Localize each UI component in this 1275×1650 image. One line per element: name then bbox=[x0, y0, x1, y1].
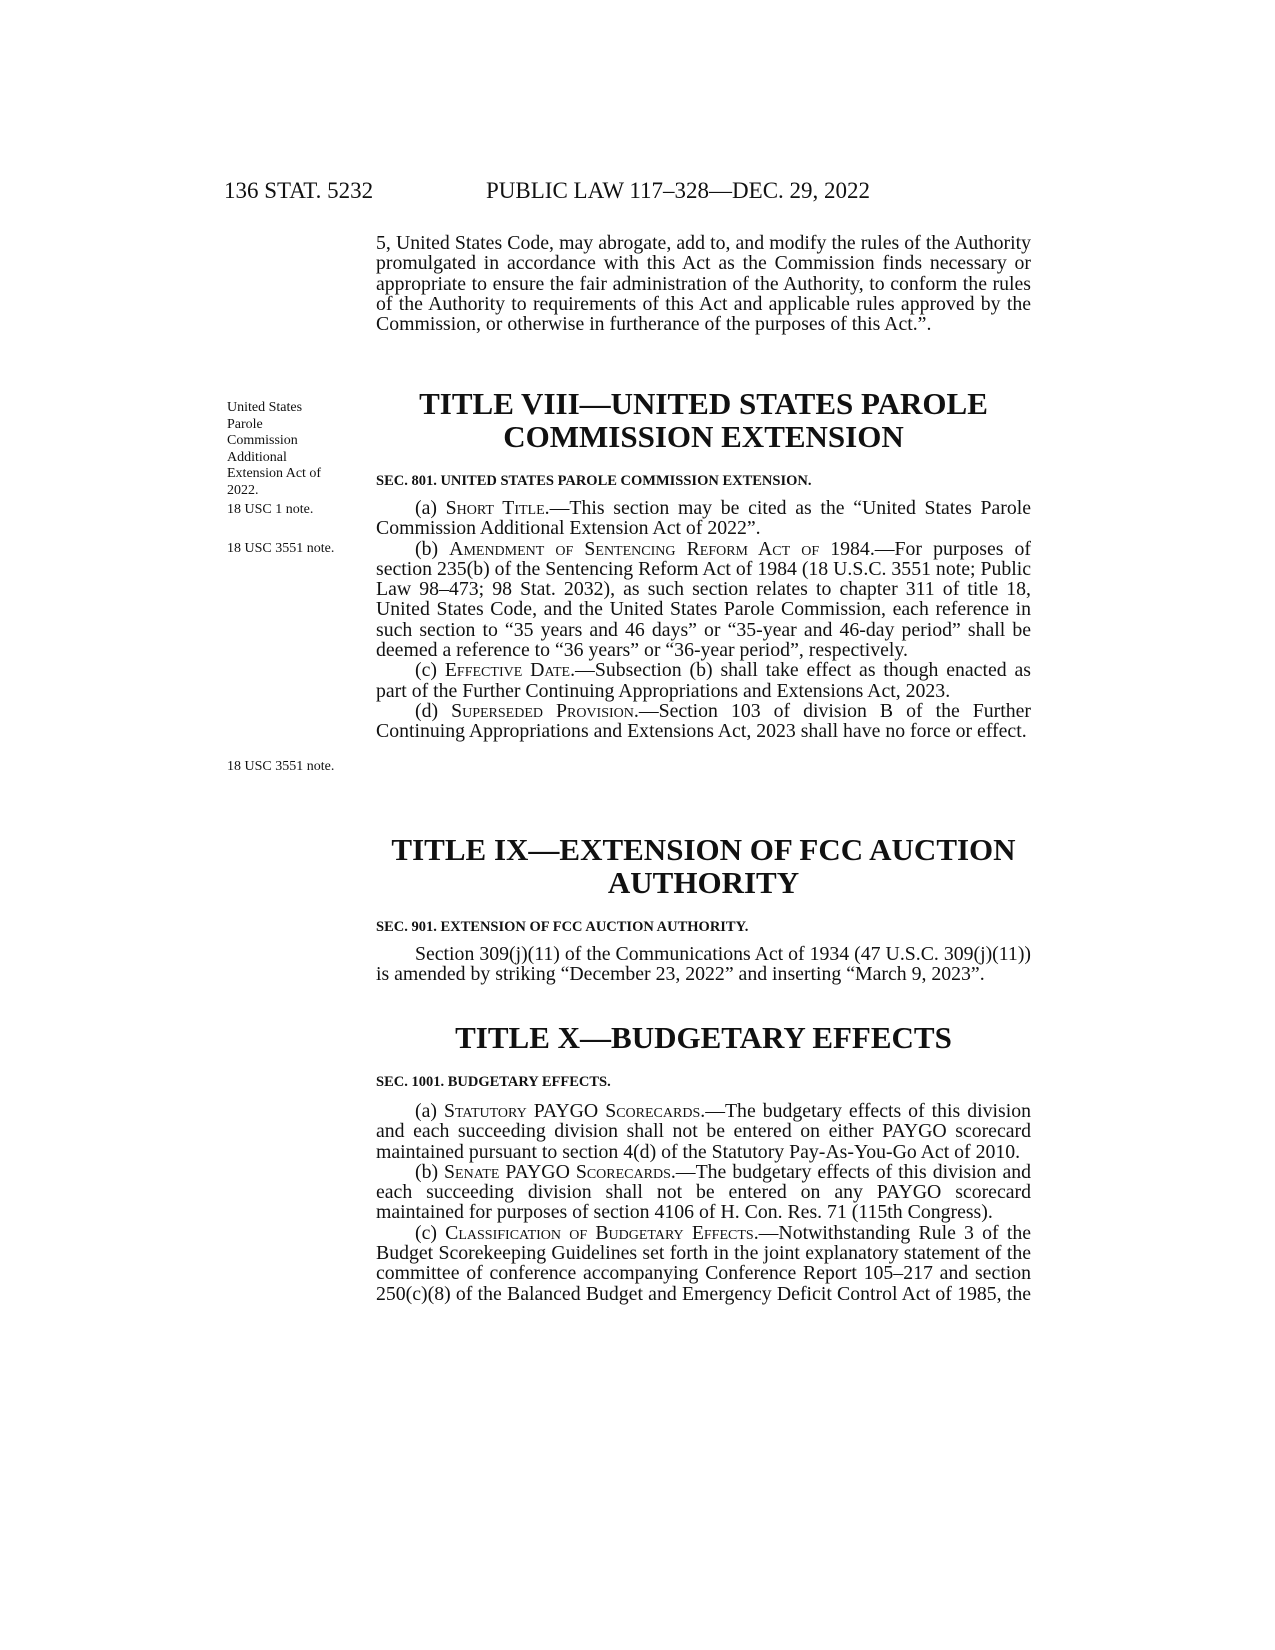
subsection-a-heading: Short Title bbox=[445, 497, 545, 519]
subsection-b: (b) Amendment of Sentencing Reform Act of 1984.—For purposes of section 235(b) of the Sentencing Reform Act of 1984 (18 U.S.C. 3551 note; Public Law 98–473; 98 Stat. 2032), as such section relates to chapter 311 of title 18, United States Code, and the United States Parole Commission, each reference in such section to “35 years and 46 days” or “35-year and 46-day period” shall be deemed a reference to “36 years” or “36-year period”, respectively. bbox=[376, 537, 1031, 662]
title-ix-line2: AUTHORITY bbox=[607, 865, 800, 900]
subsection-a: (a) Statutory PAYGO Scorecards.—The budgetary effects of this division and each succeeding division shall not be entered on either PAYGO scorecard maintained pursuant to section 4(d) of the Statutory Pay-As-You-Go Act of 2010. bbox=[376, 1100, 1031, 1163]
page-header bbox=[224, 178, 1024, 218]
section-801-body bbox=[376, 498, 1031, 742]
subsection-b-heading: Amendment of Sentencing Reform Act of 1984 bbox=[449, 537, 870, 560]
section-1001-heading: SEC. 1001. BUDGETARY EFFECTS. bbox=[376, 1074, 611, 1090]
margin-note-usc-3551: 18 USC 3551 note. bbox=[227, 759, 335, 774]
margin-note-usc-1: 18 USC 1 note. bbox=[227, 502, 314, 517]
section-901-body bbox=[376, 944, 1031, 985]
section-901-heading: SEC. 901. EXTENSION OF FCC AUCTION AUTHORITY. bbox=[376, 919, 749, 935]
section-901-text: Section 309(j)(11) of the Communications Act of 1934 (47 U.S.C. 309(j)(11)) is amended by striking “December 23, 2022” and inserting “March 9, 2023”. bbox=[376, 943, 1031, 986]
subsection-b: (b) Senate PAYGO Scorecards.—The budgetary effects of this division and each succeeding division shall not be entered on any PAYGO scorecard maintained for purposes of section 4106 of H. Con. Res. 71 (115th Congress). bbox=[376, 1160, 1032, 1224]
subsection-a: (a) Short Title.—This section may be cited as the “United States Parole Commission Additional Extension Act of 2022”. bbox=[376, 497, 1032, 540]
title-viii-line1: TITLE VIII—UNITED STATES PAROLE bbox=[419, 386, 988, 421]
margin-note-short-title: United States Parole Commission Additional Extension Act of 2022. bbox=[227, 400, 322, 498]
subsection-d: (d) Superseded Provision.—Section 103 of division B of the Further Continuing Appropriations and Extensions Act, 2023 shall have no force or effect. bbox=[376, 699, 1031, 743]
subsection-c-heading: Classification of Budgetary Effects bbox=[445, 1221, 754, 1244]
title-x-heading bbox=[376, 1021, 1031, 1054]
section-801-heading: SEC. 801. UNITED STATES PAROLE COMMISSION EXTENSION. bbox=[376, 473, 812, 489]
continuation-block bbox=[376, 233, 1031, 334]
public-law-citation: PUBLIC LAW 117–328—DEC. 29, 2022 bbox=[486, 178, 871, 203]
title-ix-line1: TITLE IX—EXTENSION OF FCC AUCTION bbox=[391, 832, 1016, 867]
title-viii-heading bbox=[376, 387, 1031, 453]
subsection-c: (c) Effective Date.—Subsection (b) shall take effect as though enacted as part of the Further Continuing Appropriations and Extensions Act, 2023. bbox=[376, 659, 1031, 702]
title-ix-heading bbox=[376, 833, 1031, 899]
subsection-c: (c) Classification of Budgetary Effects.—Notwithstanding Rule 3 of the Budget Scorekeeping Guidelines set forth in the joint explanatory statement of the committee of conference accompanying Conference Report 105–217 and section 250(c)(8) of the Balanced Budget and Emergency Deficit Control Act of 1985, the bbox=[376, 1221, 1031, 1305]
statute-page-number: 136 STAT. 5232 bbox=[224, 178, 374, 203]
subsection-d-heading: Superseded Provision bbox=[451, 699, 634, 722]
title-viii-line2: COMMISSION EXTENSION bbox=[503, 419, 904, 454]
section-1001-body bbox=[376, 1101, 1031, 1304]
subsection-c-heading: Effective Date bbox=[444, 659, 571, 682]
subsection-b-heading: Senate PAYGO Scorecards bbox=[444, 1160, 671, 1183]
title-x-line1: TITLE X—BUDGETARY EFFECTS bbox=[455, 1020, 952, 1055]
margin-note-usc-3551: 18 USC 3551 note. bbox=[227, 541, 335, 556]
subsection-a-heading: Statutory PAYGO Scorecards bbox=[443, 1100, 701, 1122]
continuation-paragraph: 5, United States Code, may abrogate, add to, and modify the rules of the Authority promulgated in accordance with this Act as the Commission finds necessary or appropriate to ensure the fair administration of the Authority, to conform the rules of the Authority to requirements of this Act and applicable rules approved by the Commission, or otherwise in furtherance of the purposes of this Act.”. bbox=[376, 232, 1031, 336]
